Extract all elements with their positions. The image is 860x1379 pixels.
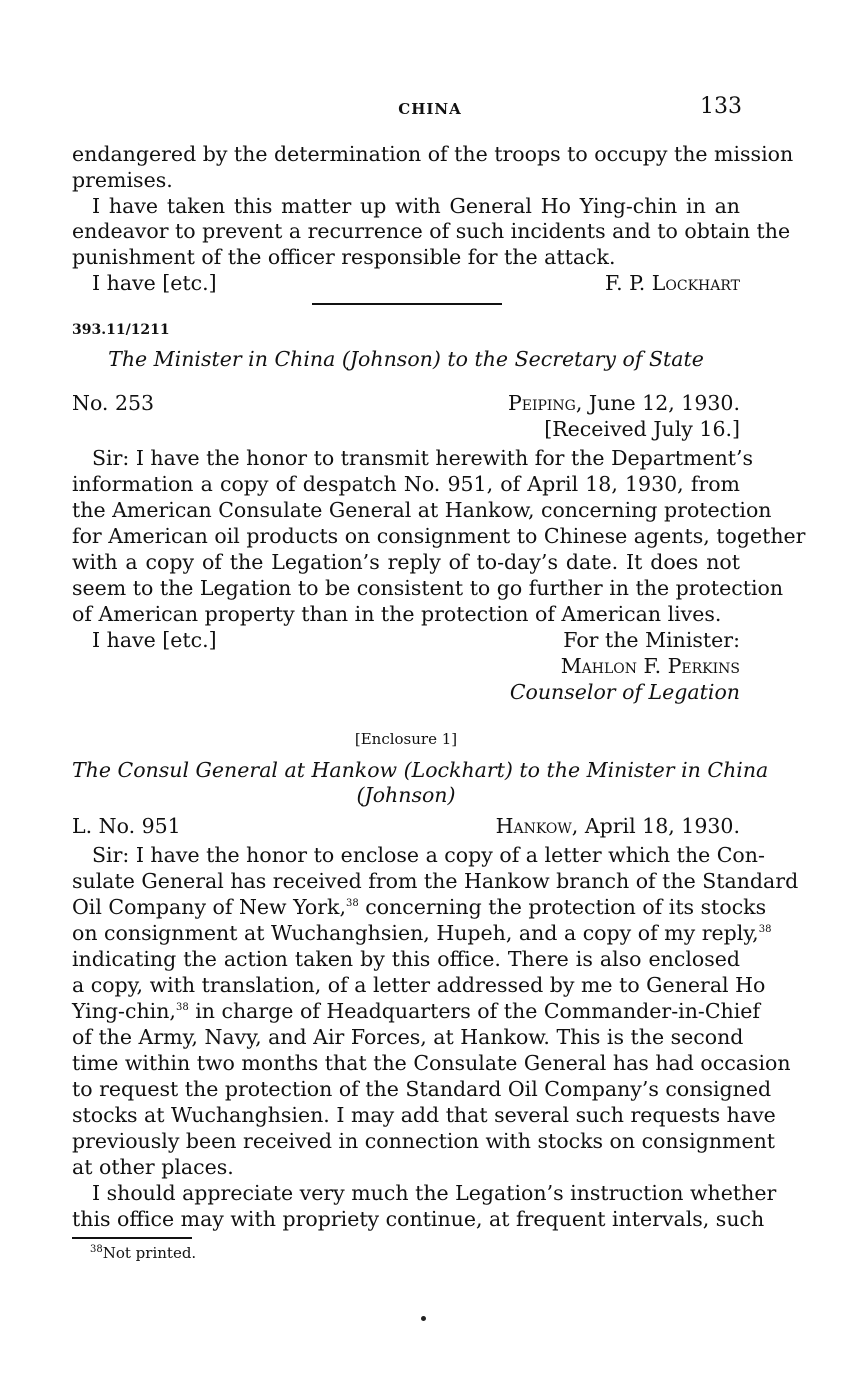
page-mark bbox=[421, 1316, 426, 1321]
section-divider bbox=[312, 303, 502, 305]
text-line: of the Army, Navy, and Air Forces, at Hankow. This is the second bbox=[72, 1025, 744, 1049]
footnote-marker: 38 bbox=[90, 1244, 103, 1255]
signature-title: Counselor of Legation bbox=[509, 680, 740, 704]
text-fragment: concerning the protection of its stocks bbox=[358, 895, 767, 919]
footnote-divider bbox=[72, 1237, 192, 1239]
footnote bbox=[90, 1244, 196, 1262]
text-line: indicating the action taken by this office. There is also enclosed bbox=[72, 947, 740, 971]
text-line: at other places. bbox=[72, 1155, 234, 1179]
document-heading: The Consul General at Hankow (Lockhart) to the Minister in China bbox=[72, 758, 769, 782]
signature-for: For the Minister: bbox=[563, 628, 740, 652]
dispatch-line bbox=[72, 813, 740, 839]
closing-line bbox=[92, 627, 740, 653]
enclosure-label: [Enclosure 1] bbox=[354, 730, 458, 748]
text-line: stocks at Wuchanghsien. I may add that several such requests have bbox=[72, 1103, 776, 1127]
text-line bbox=[72, 998, 761, 1024]
footnote-reference: 38 bbox=[175, 1002, 189, 1014]
page-number: 133 bbox=[700, 94, 742, 119]
text-line: information a copy of despatch No. 951, of April 18, 1930, from bbox=[72, 472, 740, 496]
text-line: of American property than in the protection of American lives. bbox=[72, 602, 722, 626]
dispatch-place: Peiping bbox=[507, 391, 576, 415]
dispatch-place-date bbox=[508, 390, 740, 416]
text-line: premises. bbox=[72, 168, 173, 192]
text-line: punishment of the officer responsible for the attack. bbox=[72, 245, 616, 269]
text-line: endeavor to prevent a recurrence of such incidents and to obtain the bbox=[72, 219, 791, 243]
dispatch-date: , April 18, 1930. bbox=[571, 814, 740, 838]
dispatch-number: No. 253 bbox=[72, 391, 155, 415]
text-line: the American Consulate General at Hankow, concerning protection bbox=[72, 498, 772, 522]
dispatch-number: L. No. 951 bbox=[72, 814, 181, 838]
dispatch-place-date bbox=[496, 813, 740, 839]
file-number: 393.11/1211 bbox=[72, 322, 170, 338]
document-heading: The Minister in China (Johnson) to the Secretary of State bbox=[108, 347, 704, 371]
text-line: seem to the Legation to be consistent to go further in the protection bbox=[72, 576, 784, 600]
document-heading: (Johnson) bbox=[356, 783, 456, 807]
text-line: time within two months that the Consulate General has had occasion bbox=[72, 1051, 791, 1075]
dispatch-place: Hankow bbox=[495, 814, 572, 838]
text-line: to request the protection of the Standard Oil Company’s consigned bbox=[72, 1077, 772, 1101]
text-line: endangered by the determination of the troops to occupy the mission bbox=[72, 142, 794, 166]
footnote-text: Not printed. bbox=[102, 1244, 197, 1262]
footnote-reference: 38 bbox=[758, 924, 772, 936]
closing-line bbox=[92, 270, 740, 296]
running-header-title: CHINA bbox=[398, 100, 462, 118]
signature: Mahlon F. Perkins bbox=[560, 654, 740, 678]
text-line: this office may with propriety continue, at frequent intervals, such bbox=[72, 1207, 765, 1231]
text-line: a copy, with translation, of a letter addressed by me to General Ho bbox=[72, 973, 766, 997]
text-line: Sir: I have the honor to transmit herewith for the Department’s bbox=[92, 446, 754, 470]
text-line bbox=[72, 894, 767, 920]
text-line: for American oil products on consignment to Chinese agents, together bbox=[72, 524, 806, 548]
signature: F. P. Lockhart bbox=[605, 271, 740, 295]
text-line bbox=[72, 920, 772, 946]
closing-formula: I have [etc.] bbox=[92, 628, 217, 652]
text-fragment: Oil Company of New York, bbox=[72, 895, 346, 919]
received-note: [Received July 16.] bbox=[544, 417, 740, 441]
dispatch-date: , June 12, 1930. bbox=[575, 391, 740, 415]
text-line: I should appreciate very much the Legation’s instruction whether bbox=[92, 1181, 777, 1205]
text-line: previously been received in connection with stocks on consignment bbox=[72, 1129, 776, 1153]
text-line: sulate General has received from the Hankow branch of the Standard bbox=[72, 869, 799, 893]
dispatch-line bbox=[72, 390, 740, 416]
text-line: Sir: I have the honor to enclose a copy of a letter which the Con- bbox=[92, 843, 765, 867]
closing-formula: I have [etc.] bbox=[92, 271, 217, 295]
text-fragment: Ying-chin, bbox=[72, 999, 176, 1023]
text-fragment: in charge of Headquarters of the Commander-in-Chief bbox=[188, 999, 761, 1023]
text-line: I have taken this matter up with General Ho Ying-chin in an bbox=[92, 194, 740, 218]
text-line: with a copy of the Legation’s reply of to-day’s date. It does not bbox=[72, 550, 740, 574]
text-fragment: on consignment at Wuchanghsien, Hupeh, and a copy of my reply, bbox=[72, 921, 759, 945]
footnote-reference: 38 bbox=[345, 898, 359, 910]
